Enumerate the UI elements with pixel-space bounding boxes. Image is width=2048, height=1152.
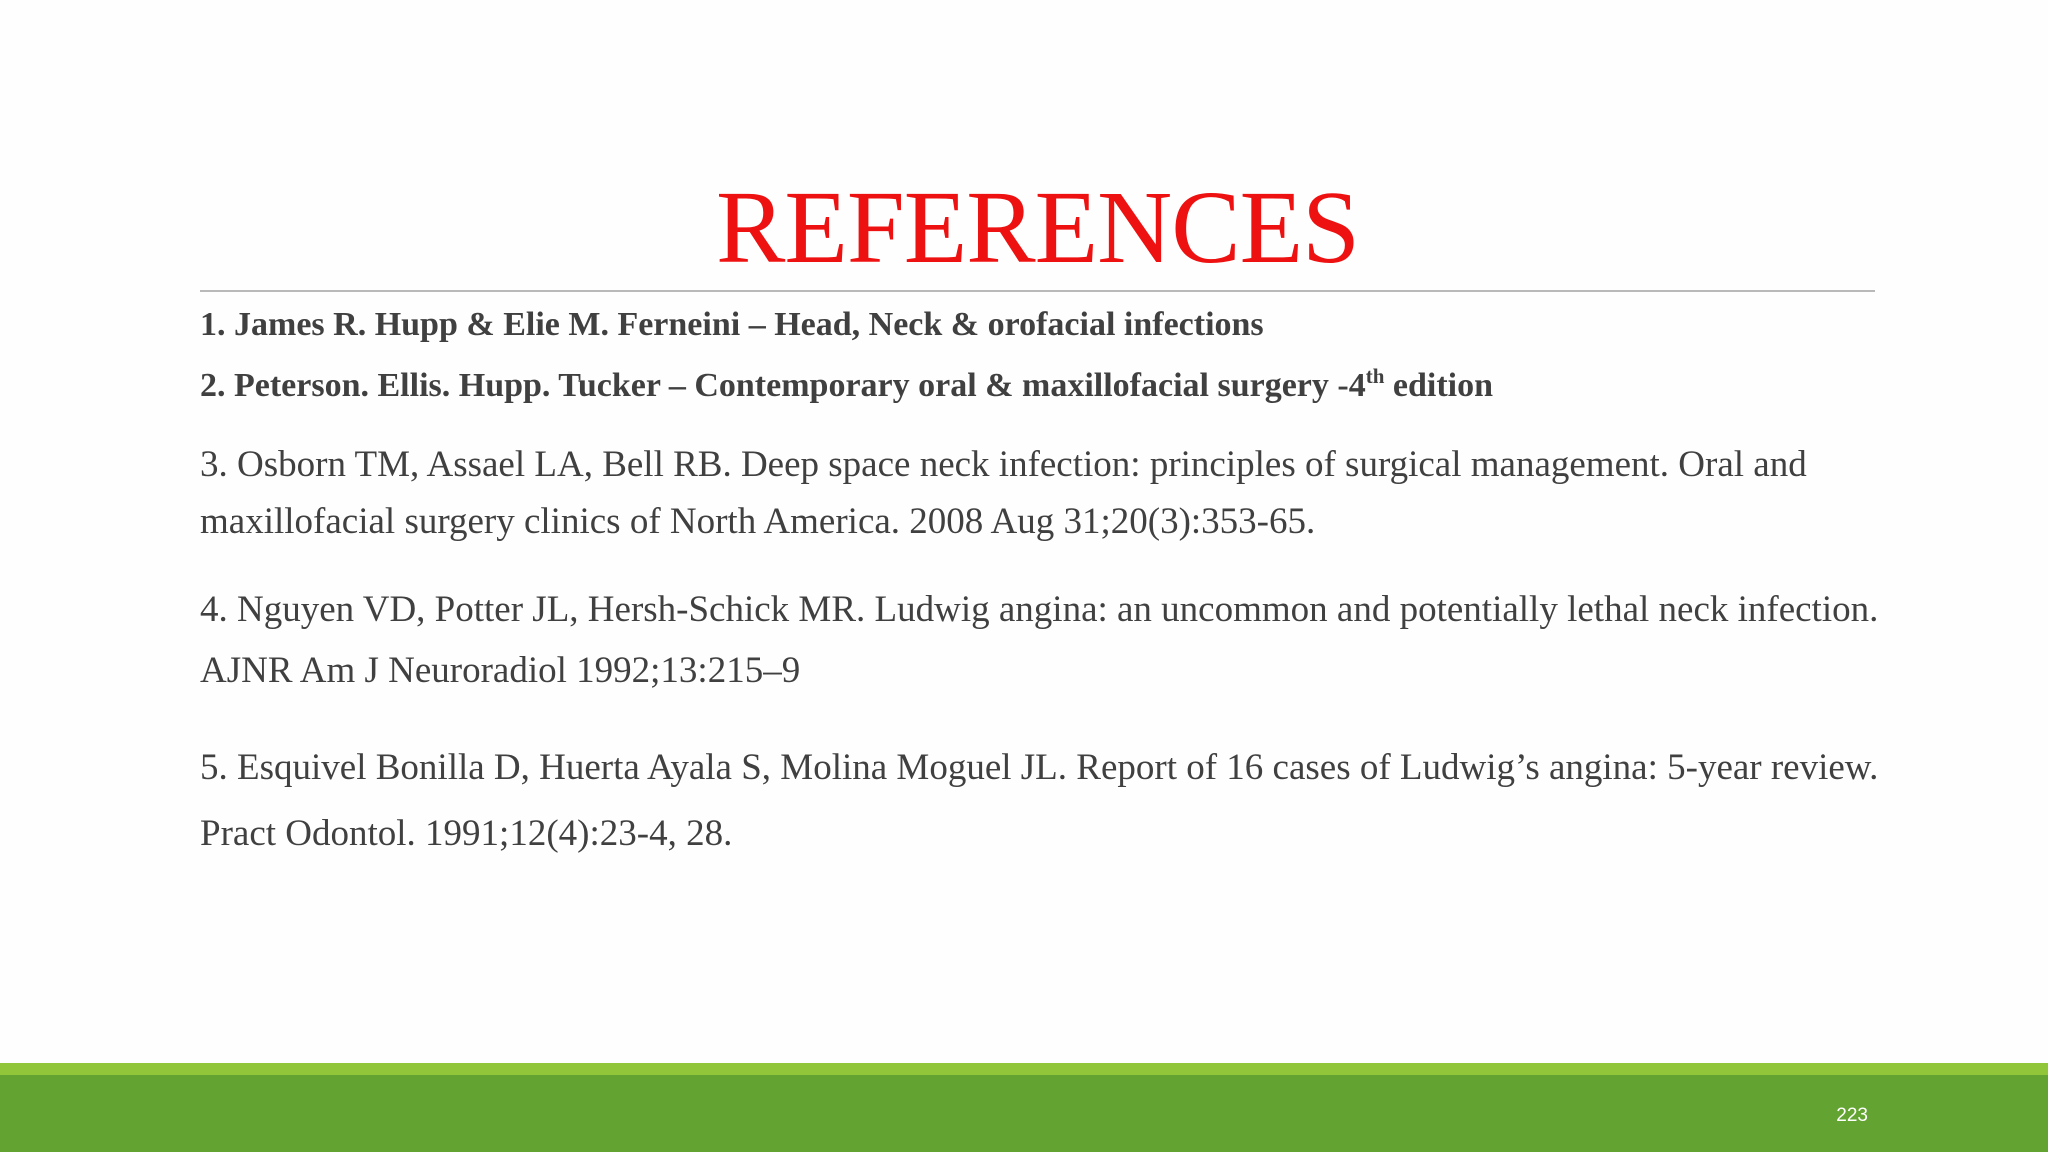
footer-accent-stripe xyxy=(0,1063,2048,1075)
reference-2-edition: edition xyxy=(1384,367,1494,404)
reference-2 xyxy=(200,363,1880,412)
reference-2-superscript: th xyxy=(1365,364,1385,388)
reference-list xyxy=(200,302,1880,867)
slide-title: REFERENCES xyxy=(716,170,1359,285)
footer-bar xyxy=(0,1075,2048,1152)
reference-5: 5. Esquivel Bonilla D, Huerta Ayala S, Molina Moguel JL. Report of 16 cases of Ludwig’s angina: 5-year review. Pract Odontol. 1991;12(4):23-4, 28. xyxy=(200,747,1879,854)
reference-3: 3. Osborn TM, Assael LA, Bell RB. Deep space neck infection: principles of surgical management. Oral and maxillofacial surgery clinics of North America. 2008 Aug 31;20(3):353-65. xyxy=(200,444,1807,542)
reference-2-text: 2. Peterson. Ellis. Hupp. Tucker – Contemporary oral & maxillofacial surgery -4 xyxy=(200,367,1366,404)
reference-1: 1. James R. Hupp & Elie M. Ferneini – Head, Neck & orofacial infections xyxy=(200,306,1264,343)
title-divider xyxy=(200,290,1875,292)
page-number: 223 xyxy=(1836,1105,1868,1126)
reference-4: 4. Nguyen VD, Potter JL, Hersh-Schick MR. Ludwig angina: an uncommon and potentially lethal neck infection. AJNR Am J Neuroradiol 1992;13:215–9 xyxy=(200,589,1879,691)
